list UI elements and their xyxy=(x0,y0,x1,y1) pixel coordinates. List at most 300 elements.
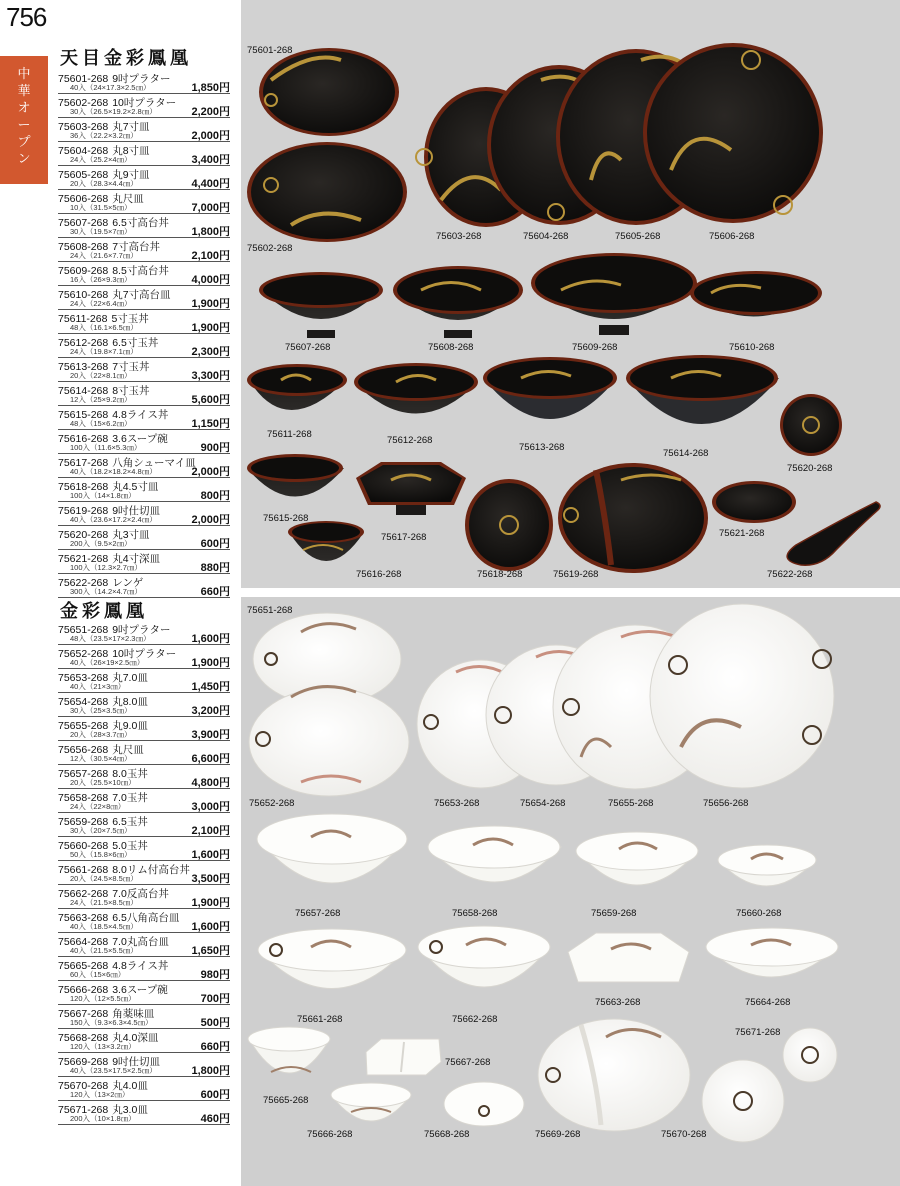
platter-75652 xyxy=(249,687,409,796)
product-code: 75611-268 xyxy=(58,313,108,325)
product-spec: 300入（14.2×4.7㎝） xyxy=(70,587,142,596)
product-name: 丸7寸高台皿 xyxy=(112,289,171,301)
product-price: 1,150円 xyxy=(191,418,230,430)
product-code: 75602-268 xyxy=(58,97,109,109)
bowl-75616 xyxy=(288,521,364,561)
dish-75667 xyxy=(366,1039,441,1075)
product-code: 75621-268 xyxy=(58,553,109,565)
product-name: 丸8寸皿 xyxy=(112,145,150,157)
product-label: 75601-268 xyxy=(247,45,293,56)
product-label: 75659-268 xyxy=(591,908,637,919)
product-row xyxy=(58,406,230,430)
product-spec: 20入（22×8.1㎝） xyxy=(70,371,132,380)
product-row xyxy=(58,70,230,94)
section-title-white: 金彩鳳凰 xyxy=(60,601,148,622)
product-name: 丸3.0皿 xyxy=(112,1104,148,1116)
product-price: 600円 xyxy=(200,538,230,550)
product-price: 900円 xyxy=(200,442,230,454)
product-row xyxy=(58,142,230,166)
dish-75620 xyxy=(780,394,842,456)
plate-75670 xyxy=(702,1060,784,1142)
product-price: 3,200円 xyxy=(191,705,230,717)
product-row xyxy=(58,430,230,454)
category-char: プ xyxy=(17,135,31,150)
product-name: 丸9寸皿 xyxy=(112,169,150,181)
product-row xyxy=(58,334,230,358)
product-photo-tenmoku xyxy=(241,0,900,588)
product-name: 丸9.0皿 xyxy=(112,720,148,732)
plate-75606 xyxy=(643,43,823,223)
bowl-75657 xyxy=(257,814,407,883)
product-name: 7寸高台丼 xyxy=(112,241,161,253)
product-price: 1,900円 xyxy=(191,897,230,909)
product-price: 660円 xyxy=(200,1041,230,1053)
product-label: 75604-268 xyxy=(523,231,569,242)
product-row xyxy=(58,885,230,909)
product-name: 丸8.0皿 xyxy=(112,696,148,708)
product-spec: 60入（15×6㎝） xyxy=(70,970,126,979)
product-code: 75664-268 xyxy=(58,936,109,948)
product-price: 3,000円 xyxy=(191,801,230,813)
category-tab xyxy=(0,56,48,184)
product-code: 75619-268 xyxy=(58,505,109,517)
product-name: 丸7.0皿 xyxy=(112,672,148,684)
product-row xyxy=(58,861,230,885)
product-spec: 24入（19.8×7.1㎝） xyxy=(70,347,138,356)
product-code: 75616-268 xyxy=(58,433,109,445)
product-label: 75660-268 xyxy=(736,908,782,919)
product-row xyxy=(58,1029,230,1053)
product-name: 8.5寸高台丼 xyxy=(112,265,169,277)
product-code: 75666-268 xyxy=(58,984,109,996)
product-code: 75606-268 xyxy=(58,193,109,205)
product-price: 1,650円 xyxy=(191,945,230,957)
product-label: 75619-268 xyxy=(553,569,599,580)
product-label: 75612-268 xyxy=(387,435,433,446)
spoon-75622 xyxy=(787,502,880,565)
product-label: 75654-268 xyxy=(520,798,566,809)
product-code: 75665-268 xyxy=(58,960,109,972)
product-spec: 30入（19.5×7㎝） xyxy=(70,227,132,236)
bowl-75658 xyxy=(428,826,561,882)
product-label: 75663-268 xyxy=(595,997,641,1008)
platter-75601 xyxy=(259,48,399,136)
dish-75663 xyxy=(568,933,689,982)
product-spec: 24入（25.2×4㎝） xyxy=(70,155,132,164)
product-name: 8.0リム付高台丼 xyxy=(112,864,190,876)
product-row xyxy=(58,669,230,693)
product-label: 75665-268 xyxy=(263,1095,309,1106)
product-name: 丸3寸皿 xyxy=(112,529,150,541)
product-spec: 30入（20×7.5㎝） xyxy=(70,826,132,835)
product-row xyxy=(58,454,230,478)
product-price: 800円 xyxy=(200,490,230,502)
product-spec: 12入（30.5×4㎝） xyxy=(70,754,132,763)
product-price: 3,400円 xyxy=(191,154,230,166)
product-name: 10吋プラター xyxy=(112,97,177,109)
product-label: 75611-268 xyxy=(267,429,312,440)
page-number: 756 xyxy=(6,2,47,32)
product-label: 75652-268 xyxy=(249,798,295,809)
product-price: 5,600円 xyxy=(191,394,230,406)
product-label: 75615-268 xyxy=(263,513,309,524)
product-code: 75607-268 xyxy=(58,217,109,229)
product-spec: 120入（13×3.2㎝） xyxy=(70,1042,136,1051)
product-spec: 50入（15.8×6㎝） xyxy=(70,850,132,859)
product-list-tenmoku xyxy=(58,70,230,598)
bowl-75607 xyxy=(259,272,383,338)
product-name: 10吋プラター xyxy=(112,648,177,660)
bowl-75661 xyxy=(258,929,406,989)
product-spec: 20入（25.5×10㎝） xyxy=(70,778,136,787)
product-spec: 100入（12.3×2.7㎝） xyxy=(70,563,142,572)
bowl-75610 xyxy=(690,271,822,317)
plate-75656 xyxy=(650,604,834,788)
product-row xyxy=(58,262,230,286)
category-char: ン xyxy=(17,152,31,167)
product-label: 75651-268 xyxy=(247,605,293,616)
product-row xyxy=(58,765,230,789)
product-label: 75606-268 xyxy=(709,231,755,242)
product-label: 75617-268 xyxy=(381,532,427,543)
product-name: 9吋仕切皿 xyxy=(112,1056,161,1068)
bowl-75614 xyxy=(626,355,779,424)
product-row xyxy=(58,933,230,957)
product-code: 75655-268 xyxy=(58,720,109,732)
section-title-tenmoku: 天目金彩鳳凰 xyxy=(60,48,192,69)
product-price: 4,000円 xyxy=(191,274,230,286)
product-label: 75655-268 xyxy=(608,798,654,809)
product-spec: 20入（28.3×4.4㎝） xyxy=(70,179,138,188)
product-code: 75617-268 xyxy=(58,457,109,469)
product-code: 75620-268 xyxy=(58,529,109,541)
product-price: 880円 xyxy=(200,562,230,574)
product-label: 75602-268 xyxy=(247,243,293,254)
product-name: 丸4寸深皿 xyxy=(112,553,161,565)
product-price: 3,300円 xyxy=(191,370,230,382)
bowl-75665 xyxy=(248,1027,330,1073)
product-spec: 100入（14×1.8㎝） xyxy=(70,491,136,500)
product-label: 75664-268 xyxy=(745,997,791,1008)
product-spec: 20入（24.5×8.5㎝） xyxy=(70,874,138,883)
product-label: 75666-268 xyxy=(307,1129,353,1140)
product-code: 75653-268 xyxy=(58,672,109,684)
product-label: 75620-268 xyxy=(787,463,833,474)
product-spec: 40入（23.6×17.2×2.4㎝） xyxy=(70,515,157,524)
product-name: 6.5玉丼 xyxy=(112,816,148,828)
category-char: オ xyxy=(17,101,31,116)
bowl-75611 xyxy=(247,364,347,410)
product-row xyxy=(58,190,230,214)
product-code: 75669-268 xyxy=(58,1056,109,1068)
product-label: 75661-268 xyxy=(297,1014,343,1025)
product-spec: 40入（21×3㎝） xyxy=(70,682,126,691)
product-label: 75671-268 xyxy=(735,1027,781,1038)
product-row xyxy=(58,478,230,502)
product-price: 500円 xyxy=(200,1017,230,1029)
dish-75668 xyxy=(444,1082,524,1126)
product-price: 1,450円 xyxy=(191,681,230,693)
product-label: 75605-268 xyxy=(615,231,661,242)
product-label: 75669-268 xyxy=(535,1129,581,1140)
product-row xyxy=(58,358,230,382)
product-spec: 40入（18.2×18.2×4.8㎝） xyxy=(70,467,157,476)
product-row xyxy=(58,166,230,190)
product-price: 1,600円 xyxy=(191,921,230,933)
product-code: 75659-268 xyxy=(58,816,109,828)
product-code: 75622-268 xyxy=(58,577,109,589)
product-spec: 40入（21.5×5.5㎝） xyxy=(70,946,138,955)
product-row xyxy=(58,310,230,334)
product-name: 3.6スープ碗 xyxy=(112,984,168,996)
product-row xyxy=(58,741,230,765)
product-row xyxy=(58,214,230,238)
product-name: 丸7寸皿 xyxy=(112,121,150,133)
product-code: 75618-268 xyxy=(58,481,109,493)
dish-75617 xyxy=(356,462,466,515)
product-price: 3,900円 xyxy=(191,729,230,741)
product-spec: 150入（9.3×6.3×4.5㎝） xyxy=(70,1018,153,1027)
product-label: 75607-268 xyxy=(285,342,331,353)
product-spec: 12入（25×9.2㎝） xyxy=(70,395,132,404)
product-code: 75658-268 xyxy=(58,792,109,804)
product-code: 75671-268 xyxy=(58,1104,109,1116)
product-label: 75616-268 xyxy=(356,569,402,580)
product-spec: 120入（13×2㎝） xyxy=(70,1090,130,1099)
product-label: 75618-268 xyxy=(477,569,523,580)
product-spec: 20入（28×3.7㎝） xyxy=(70,730,132,739)
product-row xyxy=(58,94,230,118)
bowl-75609 xyxy=(531,253,697,335)
plate-75619 xyxy=(558,463,708,573)
product-name: 9吋プラター xyxy=(112,624,171,636)
product-name: 9吋仕切皿 xyxy=(112,505,161,517)
product-row xyxy=(58,1053,230,1077)
platter-75602 xyxy=(247,142,407,242)
bowl-75608 xyxy=(393,266,523,338)
product-label: 75622-268 xyxy=(767,569,813,580)
product-row xyxy=(58,502,230,526)
product-code: 75613-268 xyxy=(58,361,109,373)
product-row xyxy=(58,957,230,981)
product-label: 75667-268 xyxy=(445,1057,491,1068)
product-row xyxy=(58,574,230,598)
product-price: 6,600円 xyxy=(191,753,230,765)
product-code: 75652-268 xyxy=(58,648,109,660)
product-price: 3,500円 xyxy=(191,873,230,885)
product-price: 2,000円 xyxy=(191,514,230,526)
category-char: ー xyxy=(17,118,31,133)
category-char: 華 xyxy=(17,84,31,99)
product-spec: 40入（18.5×4.5㎝） xyxy=(70,922,138,931)
product-name: 丸4.0深皿 xyxy=(112,1032,159,1044)
product-row xyxy=(58,717,230,741)
product-price: 4,400円 xyxy=(191,178,230,190)
product-spec: 48入（23.5×17×2.3㎝） xyxy=(70,634,151,643)
bowl-75612 xyxy=(354,363,478,414)
product-label: 75621-268 xyxy=(719,528,765,539)
product-code: 75615-268 xyxy=(58,409,109,421)
product-code: 75663-268 xyxy=(58,912,109,924)
product-name: レンゲ xyxy=(112,577,144,589)
product-spec: 10入（31.5×5㎝） xyxy=(70,203,132,212)
product-price: 2,000円 xyxy=(191,466,230,478)
product-row xyxy=(58,1077,230,1101)
product-code: 75651-268 xyxy=(58,624,109,636)
product-price: 1,800円 xyxy=(191,226,230,238)
product-spec: 36入（22.2×3.2㎝） xyxy=(70,131,138,140)
product-spec: 200入（10×1.8㎝） xyxy=(70,1114,136,1123)
category-char: 中 xyxy=(17,67,31,82)
product-code: 75657-268 xyxy=(58,768,109,780)
product-code: 75605-268 xyxy=(58,169,109,181)
product-code: 75604-268 xyxy=(58,145,109,157)
product-spec: 48入（15×6.2㎝） xyxy=(70,419,132,428)
product-row xyxy=(58,286,230,310)
product-code: 75608-268 xyxy=(58,241,109,253)
product-name: 丸尺皿 xyxy=(112,744,144,756)
product-row xyxy=(58,909,230,933)
product-price: 2,000円 xyxy=(191,130,230,142)
product-row xyxy=(58,981,230,1005)
product-name: 5.0玉丼 xyxy=(112,840,148,852)
product-code: 75603-268 xyxy=(58,121,109,133)
product-name: 角薬味皿 xyxy=(112,1008,155,1020)
product-label: 75613-268 xyxy=(519,442,565,453)
product-spec: 24入（22×8㎝） xyxy=(70,802,126,811)
product-spec: 200入（9.5×2㎝） xyxy=(70,539,132,548)
product-label: 75657-268 xyxy=(295,908,341,919)
product-code: 75609-268 xyxy=(58,265,109,277)
product-price: 4,800円 xyxy=(191,777,230,789)
product-row xyxy=(58,382,230,406)
product-price: 1,900円 xyxy=(191,322,230,334)
product-label: 75609-268 xyxy=(572,342,618,353)
product-spec: 40入（23.5×17.5×2.5㎝） xyxy=(70,1066,157,1075)
product-spec: 40入（26×19×2.5㎝） xyxy=(70,658,145,667)
bowl-75615 xyxy=(247,454,344,497)
product-price: 1,600円 xyxy=(191,849,230,861)
product-spec: 24入（21.5×8.5㎝） xyxy=(70,898,138,907)
product-code: 75610-268 xyxy=(58,289,109,301)
product-spec: 48入（16.1×6.5㎝） xyxy=(70,323,138,332)
product-code: 75667-268 xyxy=(58,1008,109,1020)
product-label: 75603-268 xyxy=(436,231,482,242)
product-spec: 100入（11.6×5.3㎝） xyxy=(70,443,142,452)
dish-75671 xyxy=(783,1028,837,1082)
product-list-white xyxy=(58,621,230,1125)
product-code: 75668-268 xyxy=(58,1032,109,1044)
product-name: 3.6スープ碗 xyxy=(112,433,168,445)
dish-75621 xyxy=(712,481,796,523)
product-row xyxy=(58,693,230,717)
product-photo-white xyxy=(241,597,900,1186)
bowl-75666 xyxy=(331,1083,411,1121)
product-label: 75608-268 xyxy=(428,342,474,353)
bowl-75662 xyxy=(418,926,550,987)
product-code: 75660-268 xyxy=(58,840,109,852)
product-name: 6.5寸高台丼 xyxy=(112,217,169,229)
product-row xyxy=(58,813,230,837)
product-name: 8寸玉丼 xyxy=(112,385,150,397)
product-name: 丸4.5寸皿 xyxy=(112,481,159,493)
product-name: 4.8ライス丼 xyxy=(112,409,169,421)
product-price: 7,000円 xyxy=(191,202,230,214)
product-price: 460円 xyxy=(200,1113,230,1125)
product-row xyxy=(58,621,230,645)
product-spec: 40入（24×17.3×2.5㎝） xyxy=(70,83,151,92)
product-price: 660円 xyxy=(200,586,230,598)
product-row xyxy=(58,118,230,142)
product-row xyxy=(58,1101,230,1125)
product-code: 75601-268 xyxy=(58,73,109,85)
product-price: 1,900円 xyxy=(191,657,230,669)
product-name: 丸尺皿 xyxy=(112,193,144,205)
product-spec: 30入（26.5×19.2×2.8㎝） xyxy=(70,107,157,116)
plate-75618 xyxy=(465,479,553,571)
product-label: 75653-268 xyxy=(434,798,480,809)
product-code: 75661-268 xyxy=(58,864,109,876)
bowl-75659 xyxy=(576,832,698,885)
product-code: 75670-268 xyxy=(58,1080,109,1092)
plate-75669 xyxy=(538,1019,690,1131)
product-price: 1,850円 xyxy=(191,82,230,94)
product-code: 75614-268 xyxy=(58,385,109,397)
product-code: 75654-268 xyxy=(58,696,109,708)
product-label: 75656-268 xyxy=(703,798,749,809)
product-code: 75656-268 xyxy=(58,744,109,756)
product-spec: 24入（21.6×7.7㎝） xyxy=(70,251,138,260)
dish-75664 xyxy=(706,928,838,977)
product-label: 75610-268 xyxy=(729,342,775,353)
product-label: 75668-268 xyxy=(424,1129,470,1140)
product-row xyxy=(58,1005,230,1029)
product-row xyxy=(58,526,230,550)
product-name: 9吋プラター xyxy=(112,73,171,85)
product-price: 1,800円 xyxy=(191,1065,230,1077)
product-name: 5寸玉丼 xyxy=(111,313,149,325)
product-name: 7.0玉丼 xyxy=(112,792,148,804)
product-label: 75670-268 xyxy=(661,1129,707,1140)
product-spec: 16入（26×9.3㎝） xyxy=(70,275,132,284)
product-price: 980円 xyxy=(200,969,230,981)
product-price: 1,600円 xyxy=(191,633,230,645)
product-price: 2,100円 xyxy=(191,250,230,262)
product-name: 八角シューマイ皿 xyxy=(112,457,196,469)
product-row xyxy=(58,837,230,861)
product-price: 2,100円 xyxy=(191,825,230,837)
product-code: 75612-268 xyxy=(58,337,109,349)
product-price: 2,200円 xyxy=(191,106,230,118)
product-row xyxy=(58,550,230,574)
product-row xyxy=(58,645,230,669)
product-price: 1,900円 xyxy=(191,298,230,310)
product-label: 75662-268 xyxy=(452,1014,498,1025)
product-code: 75662-268 xyxy=(58,888,109,900)
bowl-75660 xyxy=(718,845,816,886)
product-price: 2,300円 xyxy=(191,346,230,358)
product-spec: 30入（25×3.5㎝） xyxy=(70,706,132,715)
product-name: 7寸玉丼 xyxy=(112,361,150,373)
product-row xyxy=(58,238,230,262)
bowl-75613 xyxy=(483,357,617,419)
product-row xyxy=(58,789,230,813)
product-name: 6.5寸玉丼 xyxy=(112,337,159,349)
product-label: 75614-268 xyxy=(663,448,709,459)
product-name: 7.0反高台丼 xyxy=(112,888,169,900)
product-spec: 24入（22×6.4㎝） xyxy=(70,299,132,308)
product-name: 4.8ライス丼 xyxy=(112,960,169,972)
